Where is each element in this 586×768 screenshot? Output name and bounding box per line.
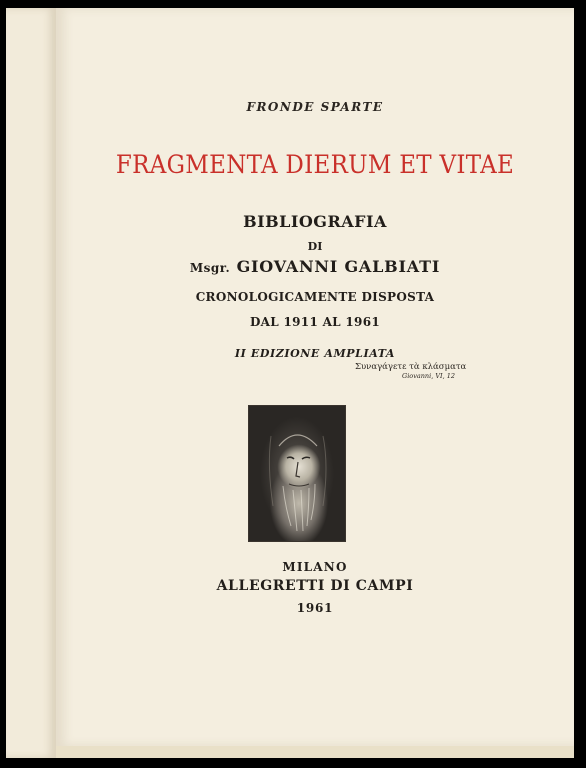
book-title: FRAGMENTA DIERUM ET VITAE bbox=[115, 150, 515, 179]
portrait-engraving-icon bbox=[248, 405, 346, 542]
imprint-year: 1961 bbox=[296, 601, 334, 615]
book-subtitle: BIBLIOGRAFIA bbox=[243, 212, 387, 231]
epigraph-citation: Giovanni, VI, 12 bbox=[402, 372, 455, 380]
portrait-drawing bbox=[249, 406, 345, 541]
date-range: DAL 1911 AL 1961 bbox=[249, 315, 381, 329]
title-page bbox=[56, 8, 574, 746]
author-line bbox=[56, 257, 574, 276]
page-bottom-edge bbox=[56, 746, 574, 758]
series-title: FRONDE SPARTE bbox=[246, 100, 384, 114]
edition-line: II EDIZIONE AMPLIATA bbox=[234, 347, 396, 360]
facing-page-edge bbox=[6, 8, 57, 758]
imprint-city: MILANO bbox=[282, 560, 348, 574]
imprint-publisher: ALLEGRETTI DI CAMPI bbox=[216, 578, 414, 594]
author-name: GIOVANNI GALBIATI bbox=[236, 257, 441, 276]
epigraph bbox=[355, 362, 467, 380]
author-prefix: Msgr. bbox=[189, 261, 231, 275]
arrangement-line: CRONOLOGICAMENTE DISPOSTA bbox=[195, 290, 435, 304]
epigraph-text: Συναγάγετε τὰ κλάσματα bbox=[355, 362, 467, 372]
by-line: DI bbox=[307, 240, 323, 253]
